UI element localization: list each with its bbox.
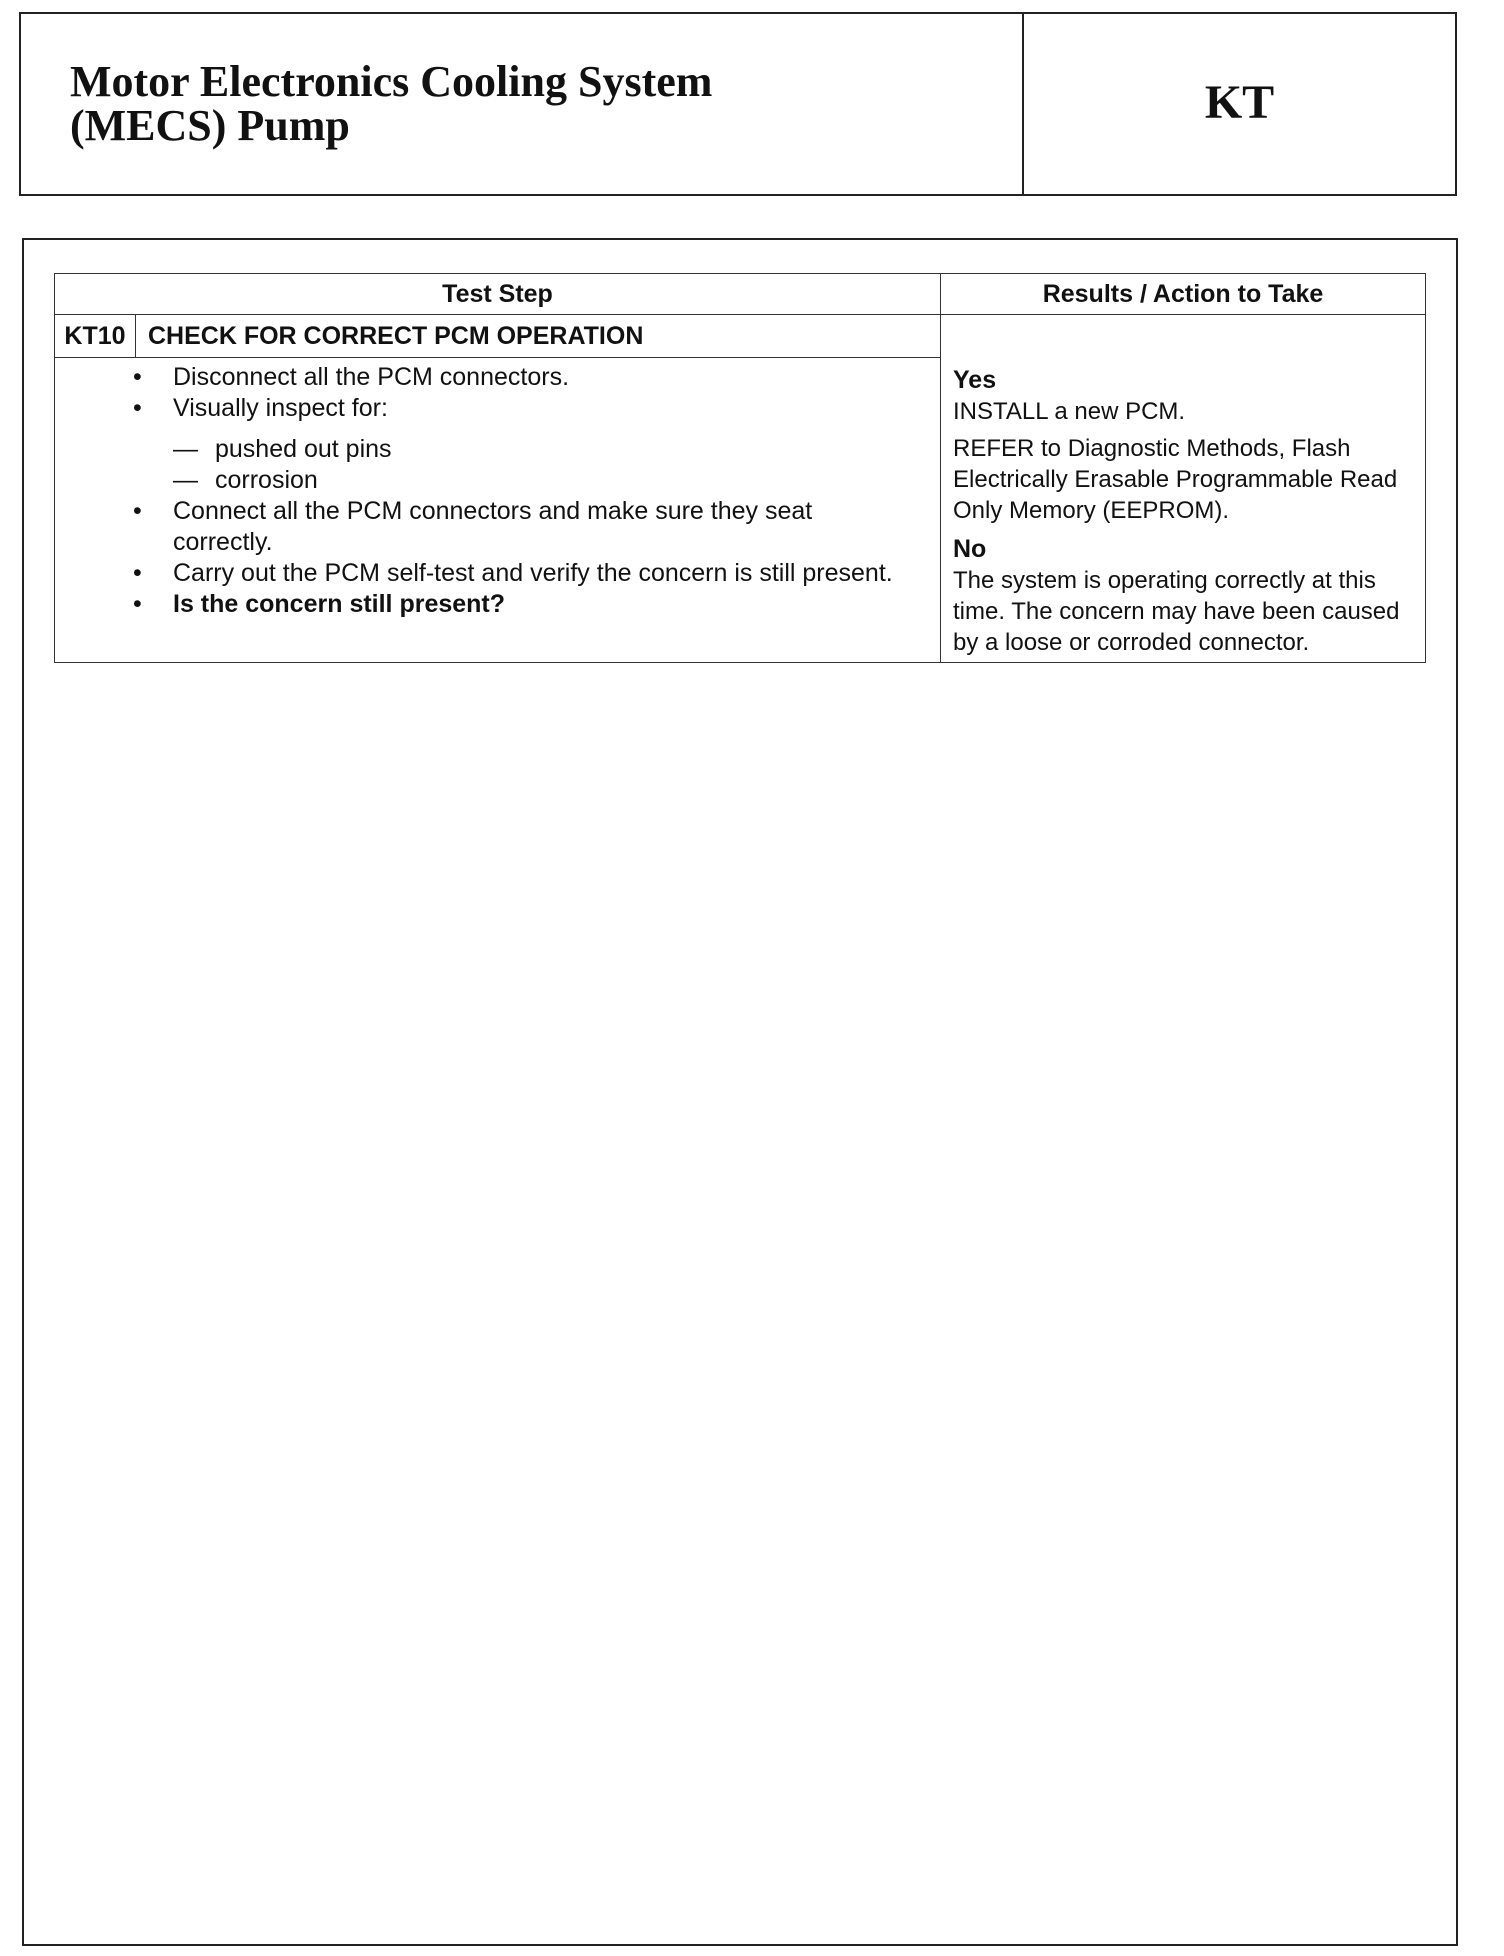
bullet-icon: • <box>133 590 142 618</box>
header-code-cell <box>1024 14 1455 194</box>
result-no-label: No <box>953 535 987 563</box>
dash-icon: — <box>173 435 198 463</box>
step-title: CHECK FOR CORRECT PCM OPERATION <box>136 315 941 358</box>
dash-icon: — <box>173 466 198 494</box>
bullet-icon: • <box>133 497 142 525</box>
sub-list-item <box>173 434 910 465</box>
page-title-line1: Motor Electronics Cooling System <box>70 57 713 106</box>
step-text: Visually inspect for: <box>173 394 388 422</box>
section-code: KT <box>1204 75 1275 129</box>
result-yes-label: Yes <box>953 366 997 394</box>
list-item <box>131 362 910 393</box>
bullet-icon: • <box>133 559 142 587</box>
column-header-results: Results / Action to Take <box>941 274 1426 315</box>
step-text: Carry out the PCM self-test and verify the concern is still present. <box>173 559 893 587</box>
content-box <box>22 238 1458 1946</box>
results-cell <box>941 315 1426 663</box>
table-header-row <box>55 274 1426 315</box>
bullet-icon: • <box>133 394 142 422</box>
list-item <box>131 589 910 620</box>
step-question: Is the concern still present? <box>173 590 506 618</box>
result-yes-action1: INSTALL a new PCM. <box>953 398 1186 425</box>
sub-item-text: corrosion <box>215 466 318 494</box>
sub-item-text: pushed out pins <box>215 435 392 463</box>
steps-cell <box>55 358 941 663</box>
result-yes-action2: REFER to Diagnostic Methods, Flash Electrically Erasable Programmable Read Only Memory (EEPROM). <box>953 435 1398 524</box>
page-title-line2: (MECS) Pump <box>70 101 350 150</box>
page-title <box>70 57 1022 150</box>
header-title-cell <box>21 14 1024 194</box>
step-id: KT10 <box>55 315 136 358</box>
list-item <box>131 558 910 589</box>
list-item <box>131 393 910 496</box>
bullet-icon: • <box>133 363 142 391</box>
list-item <box>131 496 910 558</box>
column-header-test-step: Test Step <box>55 274 941 315</box>
step-list <box>131 362 910 620</box>
step-text: Disconnect all the PCM connectors. <box>173 363 570 391</box>
step-text: Connect all the PCM connectors and make sure they seat correctly. <box>173 497 813 556</box>
table-row <box>55 315 1426 358</box>
sub-list-item <box>173 465 910 496</box>
test-step-table <box>54 273 1426 663</box>
result-no-action: The system is operating correctly at this time. The concern may have been caused by a loose or corroded connector. <box>953 567 1400 656</box>
inspect-sub-list <box>173 434 910 496</box>
header-box <box>19 12 1457 196</box>
